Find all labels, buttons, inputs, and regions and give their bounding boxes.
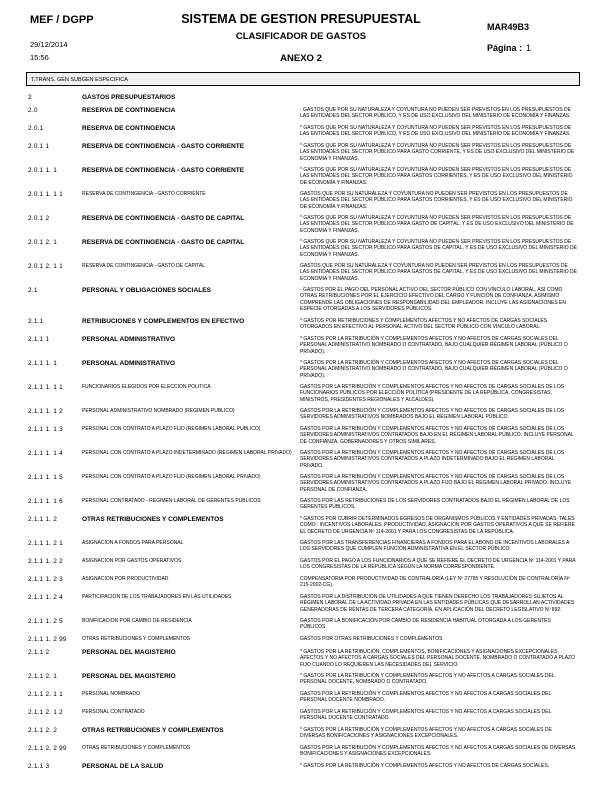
report-title: SISTEMA DE GESTION PRESUPUESTAL	[181, 12, 421, 26]
classifier-code: 2.1.1 2	[28, 649, 50, 656]
classifier-code: 2.1.1	[28, 318, 44, 325]
classifier-name: FUNCIONARIOS ELEGIDOS POR ELECCION POLITICA	[82, 384, 211, 390]
classifier-name: PERSONAL DEL MAGISTERIO	[82, 649, 176, 656]
classifier-code: 2.1.1 1. 1 1	[28, 384, 63, 391]
classifier-code: 2.0.1 2. 1 1	[28, 263, 63, 270]
classifier-description: GASTOS POR LA BONIFICACIÓN POR CAMBIO DE RESIDENCIA HABITUAL OTORGADA A LOS GERENTES PÚBLICOS.	[300, 618, 551, 631]
classifier-code: 2.1.1 2. 1 2	[28, 709, 63, 716]
classifier-description: GASTOS POR LA RETRIBUCIÓN Y COMPLEMENTOS AFECTOS Y NO AFECTOS DE CARGAS SOCIALES DE LOS SERVIDORES ADMINISTRATIVOS NOMBRADOS BAJO EL RÉGIMEN LABORAL PÚBLICO.	[300, 408, 565, 421]
classifier-code: 2.1.1 1	[28, 336, 50, 343]
classifier-code: 2.1.1 1. 2 5	[28, 618, 63, 625]
classifier-code: 2.1.1 2. 1	[28, 673, 58, 680]
classifier-code: 2.0	[28, 107, 38, 114]
classifier-name: RESERVA DE CONTINGENCIA - GASTO DE CAPITAL	[82, 263, 205, 269]
classifier-description: * GASTOS QUE POR SU NATURALEZA Y COYUNTURA NO PUEDEN SER PREVISTOS EN LOS PRESUPUESTOS DE LAS ENTIDADES DEL SECTOR PÚBLICO PARA GASTO CORRIENTE, Y ES DE USO EXCLUSIVO DEL MINISTERIO DE ECONOMÍA Y FINANZAS.	[300, 143, 575, 162]
report-time: 15:56	[30, 53, 49, 62]
page-label: Página :	[487, 43, 523, 53]
classifier-name: ASIGNACION POR GASTOS OPERATIVOS	[82, 558, 182, 564]
classifier-code: 2.0.1 1. 1	[28, 167, 58, 174]
classifier-code: 2.1.1 1. 2 99	[28, 636, 67, 643]
classifier-description: GASTOS POR OTRAS RETRIBUCIONES Y COMPLEMENTOS	[300, 636, 443, 642]
classifier-description: GASTOS POR LA RETRIBUCIÓN Y COMPLEMENTOS AFECTOS Y NO AFECTOS A CARGAS SOCIALES DE DIVERSAS BONIFICACIONES Y ASIGNACIONES EXCEPCIONALES.	[300, 745, 576, 758]
classifier-code: 2.1	[28, 287, 38, 294]
classifier-description: GASTOS POR LA RETRIBUCIÓN Y COMPLEMENTOS AFECTOS Y NO AFECTOS DE CARGAS SOCIALES DE LOS FUNCIONARIOS PÚBLICOS POR ELECCIÓN POLÍTICA (PRESIDENTE DE LA REPÚBLICA, CONGRESISTAS, MINISTROS, PRESIDENTES REGIONALES Y ALCALDES).	[300, 384, 565, 403]
classifier-name: PERSONAL CONTRATADO	[82, 709, 145, 715]
classifier-name: PERSONAL CON CONTRATO A PLAZO INDETERMINADO (REGIMEN LABORAL PRIVADO)	[82, 450, 292, 456]
classifier-name: RETRIBUCIONES Y COMPLEMENTOS EN EFECTIVO	[82, 318, 245, 325]
classifier-code: 2.1.1 2. 2 99	[28, 745, 67, 752]
page-number: 1	[526, 43, 532, 53]
classifier-code: 2.0.1 1. 1 1	[28, 191, 63, 198]
classifier-name: GASTOS PRESUPUESTARIOS	[82, 94, 176, 101]
report-date: 29/12/2014	[30, 40, 68, 49]
classifier-name: PARTICIPACION DE LOS TRABAJADORES EN LAS UTILIDADES	[82, 594, 232, 600]
classifier-code: 2.1.1 1. 2 4	[28, 594, 63, 601]
classifier-name: PERSONAL CONTRATADO - REGIMEN LABORAL DE GERENTES PUBLICOS	[82, 498, 261, 504]
classifier-name: PERSONAL ADMINISTRATIVO NOMBRADO (REGIMEN PUBLICO)	[82, 408, 235, 414]
classifier-description: COMPENSATORIA POR PRODUCTIVIDAD DE CONTRALORÍA (LEY Nº 27785 Y RESOLUCIÓN DE CONTRALORÍA Nº 215-2002-CG).	[300, 576, 570, 589]
classifier-name: RESERVA DE CONTINGENCIA	[82, 125, 176, 132]
report-header	[0, 0, 600, 72]
classifier-name: PERSONAL CON CONTRATO A PLAZO FIJO (REGIMEN LABORAL PUBLICO)	[82, 426, 261, 432]
classifier-name: PERSONAL DEL MAGISTERIO	[82, 673, 176, 680]
classifier-code: 2.1.1 1. 2	[28, 516, 58, 523]
column-header-bar: T.TRANS. GEN SUBGEN ESPECIFICA	[26, 72, 580, 86]
classifier-description: * GASTOS QUE POR SU NATURALEZA Y COYUNTURA NO PUEDEN SER PREVISTOS EN LOS PRESUPUESTOS DE LAS ENTIDADES DEL SECTOR PÚBLICO, Y ES DE USO EXCLUSIVO DEL MINISTERIO DE ECONOMÍA Y FINANZAS.	[300, 125, 572, 138]
annex-label: ANEXO 2	[280, 53, 322, 64]
classifier-description: GASTOS POR LA RETRIBUCIÓN Y COMPLEMENTOS AFECTOS Y NO AFECTOS DE CARGAS SOCIALES DE LOS SERVIDORES ADMINISTRATIVOS CONTRATADOS A PLAZO INDETERMINADO BAJO EL RÉGIMEN LABORAL PRIVADO.	[300, 450, 565, 469]
classifier-code: 2.1.1 2. 2	[28, 727, 58, 734]
classifier-description: * GASTOS POR CUBRIR DETERMINADOS EGRESOS DE ORGANISMOS PÚBLICOS Y ENTIDADES PRIVADAS, TALES COMO : INCENTIVOS LABORALES, PRODUCTIVIDAD, ASIGNACIÓN POR GASTOS OPERATIVOS A QUE SE REFIERE EL DECRETO DE URGENCIA Nº 114-2001 Y PARA LOS CONGRESISTAS DE LA REPÚBLICA.	[300, 516, 575, 535]
classifier-description: * GASTOS POR LA RETRIBUCIÓN Y COMPLEMENTOS AFECTOS Y NO AFECTOS DE CARGAS SOCIALES,	[300, 763, 550, 769]
classifier-name: BONIFICACION POR CAMBIO DE RESIDENCIA	[82, 618, 192, 624]
classifier-description: * GASTOS POR LA RETRIBUCIÓN Y COMPLEMENTOS AFECTOS Y NO AFECTOS A CARGAS SOCIALES DEL PERSONAL DOCENTE, NOMBRADO O CONTRATADO.	[300, 673, 555, 686]
classifier-code: 2.1.1 1. 1 5	[28, 474, 63, 481]
classifier-code: 2.1.1 1. 2 1	[28, 540, 63, 547]
classifier-description: * GASTOS POR LA RETRIBUCIÓN Y COMPLEMENTOS AFECTOS Y NO AFECTOS DE CARGAS SOCIALES DEL PERSONAL ADMINISTRATIVO NOMBRADO O CONTRATADO, BAJO CUALQUIER RÉGIMEN LABORAL (PÚBLICO O PRIVADO).	[300, 360, 568, 379]
classifier-description: GASTOS QUE POR SU NATURALEZA Y COYUNTURA NO PUEDEN SER PREVISTOS EN LOS PRESUPUESTOS DE LAS ENTIDADES DEL SECTOR PÚBLICO PARA GASTOS DE CAPITAL, Y ES DE USO EXCLUSIVO DEL MINISTERIO DE ECONOMÍA Y FINANZAS.	[300, 263, 577, 282]
report-subtitle: CLASIFICADOR DE GASTOS	[235, 31, 367, 42]
classifier-description: * GASTOS POR LA RETRIBUCIÓN Y COMPLEMENTOS AFECTOS Y NO AFECTOS A CARGAS SOCIALES DE DIVERSAS BONIFICACIONES Y ASIGNACIONES EXCEPCIONALES.	[300, 727, 552, 740]
classifier-description: * GASTOS POR LA RETRIBUCIÓN Y COMPLEMENTOS AFECTOS Y NO AFECTOS DE CARGAS SOCIALES DEL PERSONAL ADMINISTRATIVO NOMBRADO O CONTRATADO, BAJO CUALQUIER RÉGIMEN LABORAL (PÚBLICO O PRIVADO).	[300, 336, 568, 355]
classifier-code: 2.1.1 1. 1 3	[28, 426, 63, 433]
classifier-name: RESERVA DE CONTINGENCIA	[82, 107, 176, 114]
classifier-code: 2.1.1 1. 2 2	[28, 558, 63, 565]
classifier-description: - GASTOS QUE POR SU NATURALEZA Y COYUNTURA NO PUEDEN SER PREVISTOS EN LOS PRESUPUESTOS DE LAS ENTIDADES DEL SECTOR PÚBLICO, Y ES DE USO EXCLUSIVO DEL MINISTERIO DE ECONOMÍA Y FINANZAS.	[300, 107, 571, 120]
page-indicator	[487, 43, 531, 53]
classifier-description: * GASTOS POR LA RETRIBUCIÓN, COMPLEMENTOS, BONIFICACIONES Y ASIGNACIONES EXCEPCIONALES, AFECTOS Y NO AFECTOS A CARGAS SOCIALES DEL PERSONAL DOCENTE, NOMBRADO O CONTRATADO A PLAZO FIJO CUANDO LO REQUIEREN LAS NECESIDADES DEL SERVICIO.	[300, 649, 575, 668]
classifier-code: 2.0.1 2. 1	[28, 239, 58, 246]
classifier-name: PERSONAL ADMINISTRATIVO	[82, 360, 176, 367]
classifier-description: GASTOS POR LAS TRANSFERENCIAS FINANCIERAS A FONDOS PARA EL ABONO DE INCENTIVOS LABORALES A LOS SERVIDORES QUE CUMPLEN FUNCIÓN ADMINISTRATIVA EN EL SECTOR PÚBLICO.	[300, 540, 570, 553]
classifier-name: PERSONAL DE LA SALUD	[82, 763, 164, 770]
report-code: MAR49B3	[487, 22, 530, 32]
classifier-code: 2.1.1 1. 1 2	[28, 408, 63, 415]
classifier-code: 2	[28, 94, 32, 101]
classifier-code: 2.0.1	[28, 125, 44, 132]
classifier-name: PERSONAL CON CONTRATO A PLAZO FIJO (REGIMEN LABORAL PRIVADO)	[82, 474, 261, 480]
classifier-code: 2.1.1 2. 1 1	[28, 691, 63, 698]
classifier-code: 2.1.1 3	[28, 763, 50, 770]
classifier-code: 2.1.1 1. 1	[28, 360, 58, 367]
classifier-code: 2.1.1 1. 2 3	[28, 576, 63, 583]
classifier-name: OTRAS RETRIBUCIONES Y COMPLEMENTOS	[82, 727, 224, 734]
classifier-description: GASTOS QUE POR SU NATURALEZA Y COYUNTURA NO PUEDEN SER PREVISTOS EN LOS PRESUPUESTOS DE LAS ENTIDADES DEL SECTOR PÚBLICO PARA GASTOS CORRIENTES, Y ES DE USO EXCLUSIVO DEL MINISTERIO DE ECONOMÍA Y FINANZAS.	[300, 191, 573, 210]
classifier-description: * GASTOS QUE POR SU NATURALEZA Y COYUNTURA NO PUEDEN SER PREVISTOS EN LOS PRESUPUESTOS DE LAS ENTIDADES DEL SECTOR PÚBLICO PARA GASTOS CORRIENTES, Y ES DE USO EXCLUSIVO DEL MINISTERIO DE ECONOMÍA Y FINANZAS.	[300, 167, 573, 186]
classifier-name: PERSONAL ADMINISTRATIVO	[82, 336, 176, 343]
classifier-name: ASIGNACION A FONDOS PARA PERSONAL	[82, 540, 184, 546]
classifier-description: GASTOS POR EL PAGO A LOS FUNCIONARIOS A QUE SE REFIERE EL DECRETO DE URGENCIA Nº 114-2001 Y PARA LOS CONGRESISTAS DE LA REPÚBLICA SEGÚN LA NORMA CORRESPONDIENTE.	[300, 558, 576, 571]
classifier-name: RESERVA DE CONTINGENCIA - GASTO CORRIENTE	[82, 143, 245, 150]
classifier-description: GASTOS POR LA DISTRIBUCIÓN DE UTILIDADES A QUE TIENEN DERECHO LOS TRABAJADORES SUJETOS AL RÉGIMEN LABORAL DE LA ACTIVIDAD PRIVADA EN LAS ENTIDADES PÚBLICAS QUE DESARROLLAN ACTIVIDADES GENERADORAS DE RENTAS DE TERCERA CATEGORÍA, EN APLICACIÓN DEL DECRETO LEGISLATIVO Nº 892.	[300, 594, 575, 613]
classifier-name: RESERVA DE CONTINGENCIA - GASTO CORRIENTE	[82, 191, 206, 197]
classifier-name: RESERVA DE CONTINGENCIA - GASTO DE CAPITAL	[82, 239, 245, 246]
organization-label: MEF / DGPP	[30, 14, 94, 26]
classifier-description: * GASTOS POR RETRIBUCIONES Y COMPLEMENTOS AFECTOS Y NO AFECTOS DE CARGAS SOCIALES OTORGADOS EN EFECTIVO AL PERSONAL ACTIVO DEL SECTOR PÚBLICO CON VÍNCULO LABORAL.	[300, 318, 548, 331]
classifier-code: 2.1.1 1. 1 4	[28, 450, 63, 457]
classifier-name: ASIGNACION POR PRODUCTIVIDAD	[82, 576, 169, 582]
classifier-description: * GASTOS QUE POR SU NATURALEZA Y COYUNTURA NO PUEDEN SER PREVISTOS EN LOS PRESUPUESTOS DE LAS ENTIDADES DEL SECTOR PÚBLICO PARA GASTO DE CAPITAL, Y ES DE USO EXCLUSIVO DEL MINISTERIO DE ECONOMÍA Y FINANZAS.	[300, 215, 574, 234]
classifier-description: * GASTOS QUE POR SU NATURALEZA Y COYUNTURA NO PUEDEN SER PREVISTOS EN LOS PRESUPUESTOS DE LAS ENTIDADES DEL SECTOR PÚBLICO PARA GASTOS DE CAPITAL, Y ES DE USO EXCLUSIVO DEL MINISTERIO DE ECONOMÍA Y FINANZAS.	[300, 239, 577, 258]
classifier-table	[0, 88, 600, 808]
classifier-description: GASTOS POR LA RETRIBUCIÓN Y COMPLEMENTOS AFECTOS Y NO AFECTOS A CARGAS SOCIALES DEL PERSONAL DOCENTE CONTRATADO.	[300, 709, 552, 722]
classifier-name: OTRAS RETRIBUCIONES Y COMPLEMENTOS	[82, 745, 191, 751]
classifier-name: OTRAS RETRIBUCIONES Y COMPLEMENTOS	[82, 516, 224, 523]
classifier-description: GASTOS POR LAS RETRIBUCIONES DE LOS SERVIDORES CONTRATADOS BAJO EL RÉGIMEN LABORAL DE LOS GERENTES PÚBLICOS.	[300, 498, 570, 511]
classifier-name: PERSONAL NOMBRADO	[82, 691, 140, 697]
classifier-code: 2.0.1 1	[28, 143, 50, 150]
classifier-name: RESERVA DE CONTINGENCIA - GASTO CORRIENTE	[82, 167, 245, 174]
classifier-name: PERSONAL Y OBLIGACIONES SOCIALES	[82, 287, 211, 294]
classifier-description: - GASTOS POR EL PAGO DEL PERSONAL ACTIVO DEL SECTOR PÚBLICO CON VÍNCULO LABORAL, ASÍ COMO OTRAS RETRIBUCIONES POR EL EJERCICIO EFECTIVO DEL CARGO Y FUNCIÓN DE CONFIANZA. ASIMISMO COMPRENDE LAS OBLIGACIONES DE RESPONSABILIDAD DEL EMPLEADOR. INCLUYE LAS ASIGNACIONES EN ESPECIE OTORGADAS A LOS SERVIDORES PÚBLICOS.	[300, 287, 566, 313]
classifier-description: GASTOS POR LA RETRIBUCIÓN Y COMPLEMENTOS AFECTOS Y NO AFECTOS DE CARGAS SOCIALES DE LOS SERVIDORES ADMINISTRATIVOS CONTRATADOS A PLAZO FIJO BAJO EL RÉGIMEN LABORAL PRIVADO. INCLUYE PERSONAL DE CONFIANZA.	[300, 474, 572, 493]
classifier-description: GASTOS POR LA RETRIBUCIÓN Y COMPLEMENTOS AFECTOS Y NO AFECTOS A CARGAS SOCIALES DEL PERSONAL DOCENTE NOMBRADO.	[300, 691, 552, 704]
classifier-code: 2.1.1 1. 1 6	[28, 498, 63, 505]
classifier-name: OTRAS RETRIBUCIONES Y COMPLEMENTOS	[82, 636, 191, 642]
classifier-code: 2.0.1 2	[28, 215, 50, 222]
classifier-description: GASTOS POR LA RETRIBUCIÓN Y COMPLEMENTOS AFECTOS Y NO AFECTOS DE CARGAS SOCIALES DE LOS SERVIDORES ADMINISTRATIVOS CONTRATADOS BAJO EN EL RÉGIMEN LABORAL PÚBLICO. INCLUYE PERSONAL DE CONFIANZA, GOBERNADORES Y OTROS SIMILARES.	[300, 426, 574, 445]
classifier-name: RESERVA DE CONTINGENCIA - GASTO DE CAPITAL	[82, 215, 245, 222]
